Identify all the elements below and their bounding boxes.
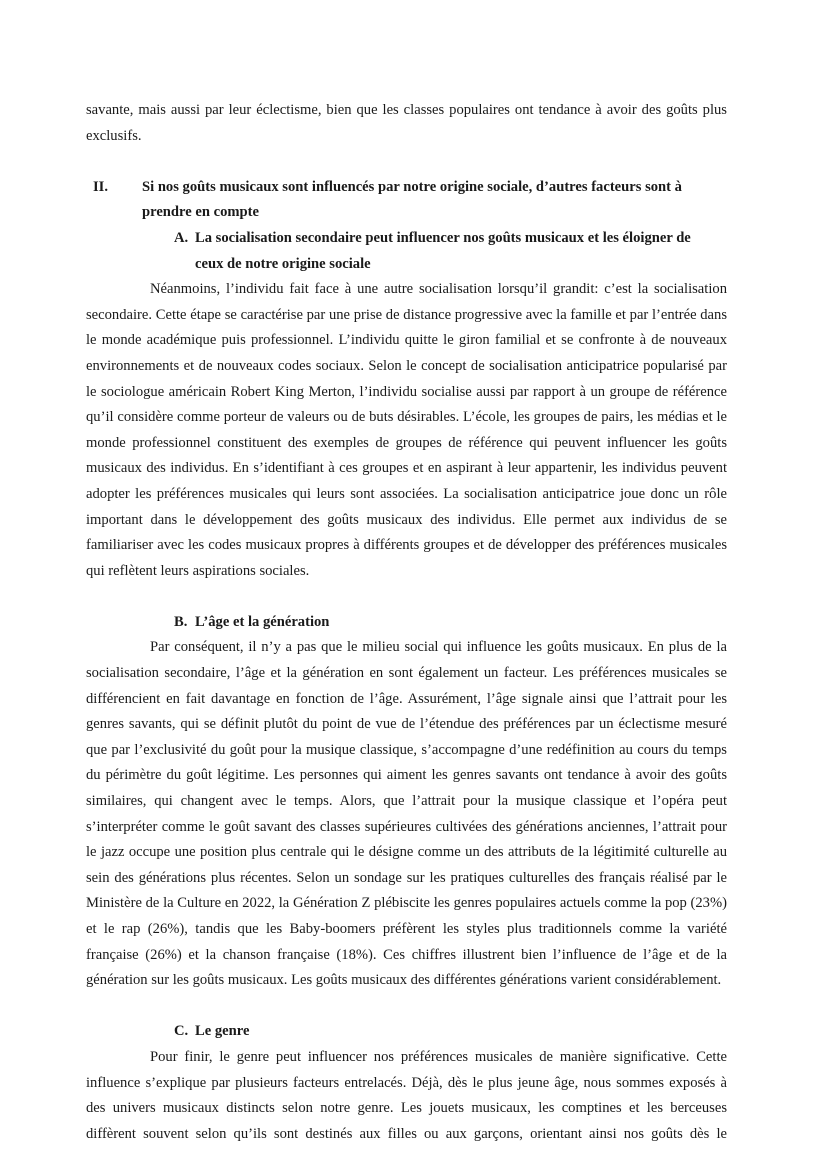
subsection-C-paragraph: Pour finir, le genre peut influencer nos préférences musicales de manière significative. Cette influence s’explique par plusieurs facteurs entrelacés. Déjà, dès le plus jeune âge, nous sommes exposés à des univers musicaux distincts selon notre genre. Les jouets musicaux, les comptines et les berceuses diffèrent souvent selon qu’ils sont destinés aux filles ou aux garçons, orientant ainsi nos goûts dès le [86, 1048, 727, 1142]
subsection-heading-C [86, 1019, 727, 1045]
subsection-heading-B [86, 610, 727, 636]
subsection-A-paragraph: Néanmoins, l’individu fait face à une autre socialisation lorsqu’il grandit: c’est la socialisation secondaire. Cette étape se caractérise par une prise de distance progressive avec la famille et par l’entrée dans le monde académique puis professionnel. L’individu quitte le giron familial et se confronte à de nouveaux environnements et de nouveaux codes sociaux. Selon le concept de socialisation anticipatrice popularisé par le sociologue américain Robert King Merton, l’individu socialise aussi par rapport à un groupe de référence qu’il considère comme porteur de valeurs ou de buts désirables. L’école, les groupes de pairs, les médias et le monde professionnel constituent des exemples de groupes de référence qui peuvent influencer les goûts musicaux des individus. En s’identifiant à ces groupes et en aspirant à leur appartenir, les individus peuvent adopter les préférences musicales qui leurs sont associées. La socialisation anticipatrice joue donc un rôle important dans le développement des goûts musicaux des individus. Elle permet aux individus de se familiariser avec les codes musicaux propres à différents groupes et de développer des préférences musicales qui reflètent leurs aspirations sociales. [86, 281, 727, 579]
spacer [86, 149, 727, 175]
subsection-heading-A [86, 226, 727, 277]
subsection-title: Le genre [195, 1023, 250, 1040]
section-number: II. [93, 178, 109, 195]
subsection-title: La socialisation secondaire peut influencer nos goûts musicaux et les éloigner de ceux de notre origine sociale [195, 229, 691, 272]
subsection-letter: C. [174, 1023, 189, 1040]
subsection-title: L’âge et la génération [195, 613, 330, 630]
spacer [86, 994, 727, 1020]
subsection-B-paragraph: Par conséquent, il n’y a pas que le milieu social qui influence les goûts musicaux. En plus de la socialisation secondaire, l’âge et la génération en sont également un facteur. Les préférences musicales se différencient en fait davantage en fonction de l’âge. Assurément, l’âge signale ainsi que l’attrait pour les genres savants, qui se définit plutôt du point de vue de l’étendue des préférences par un éclectisme mesuré que par l’exclusivité du goût pour la musique classique, s’accompagne d’une redéfinition au cours du temps du périmètre du goût légitime. Les personnes qui aiment les genres savants ont tendance à avoir des goûts similaires, qui changent avec le temps. Alors, que l’attrait pour la musique classique et l’opéra peut s’interpréter comme le goût savant des classes supérieures cultivées des générations anciennes, l’attrait pour le jazz occupe une position plus centrale qui le désigne comme un des attributs de la légitimité culturelle au sein des générations plus récentes. Selon un sondage sur les pratiques culturelles des français réalisé par le Ministère de la Culture en 2022, la Génération Z plébiscite les genres populaires actuels comme la pop (23%) et le rap (26%), tandis que les Baby-boomers préfèrent les styles plus traditionnels comme la variété française (26%) et la chanson française (18%). Ces chiffres illustrent bien l’influence de l’âge et de la génération sur les goûts musicaux. Les goûts musicaux des différentes générations varient considérablement. [86, 639, 727, 989]
spacer [86, 584, 727, 610]
subsection-letter: A. [174, 229, 189, 246]
document-page [86, 98, 727, 1147]
intro-paragraph: savante, mais aussi par leur éclectisme, bien que les classes populaires ont tendance à avoir des goûts plus exclusifs. [86, 102, 727, 144]
subsection-letter: B. [174, 613, 188, 630]
section-title: Si nos goûts musicaux sont influencés par notre origine sociale, d’autres facteurs sont à prendre en compte [142, 178, 682, 221]
section-heading-II [86, 175, 727, 226]
